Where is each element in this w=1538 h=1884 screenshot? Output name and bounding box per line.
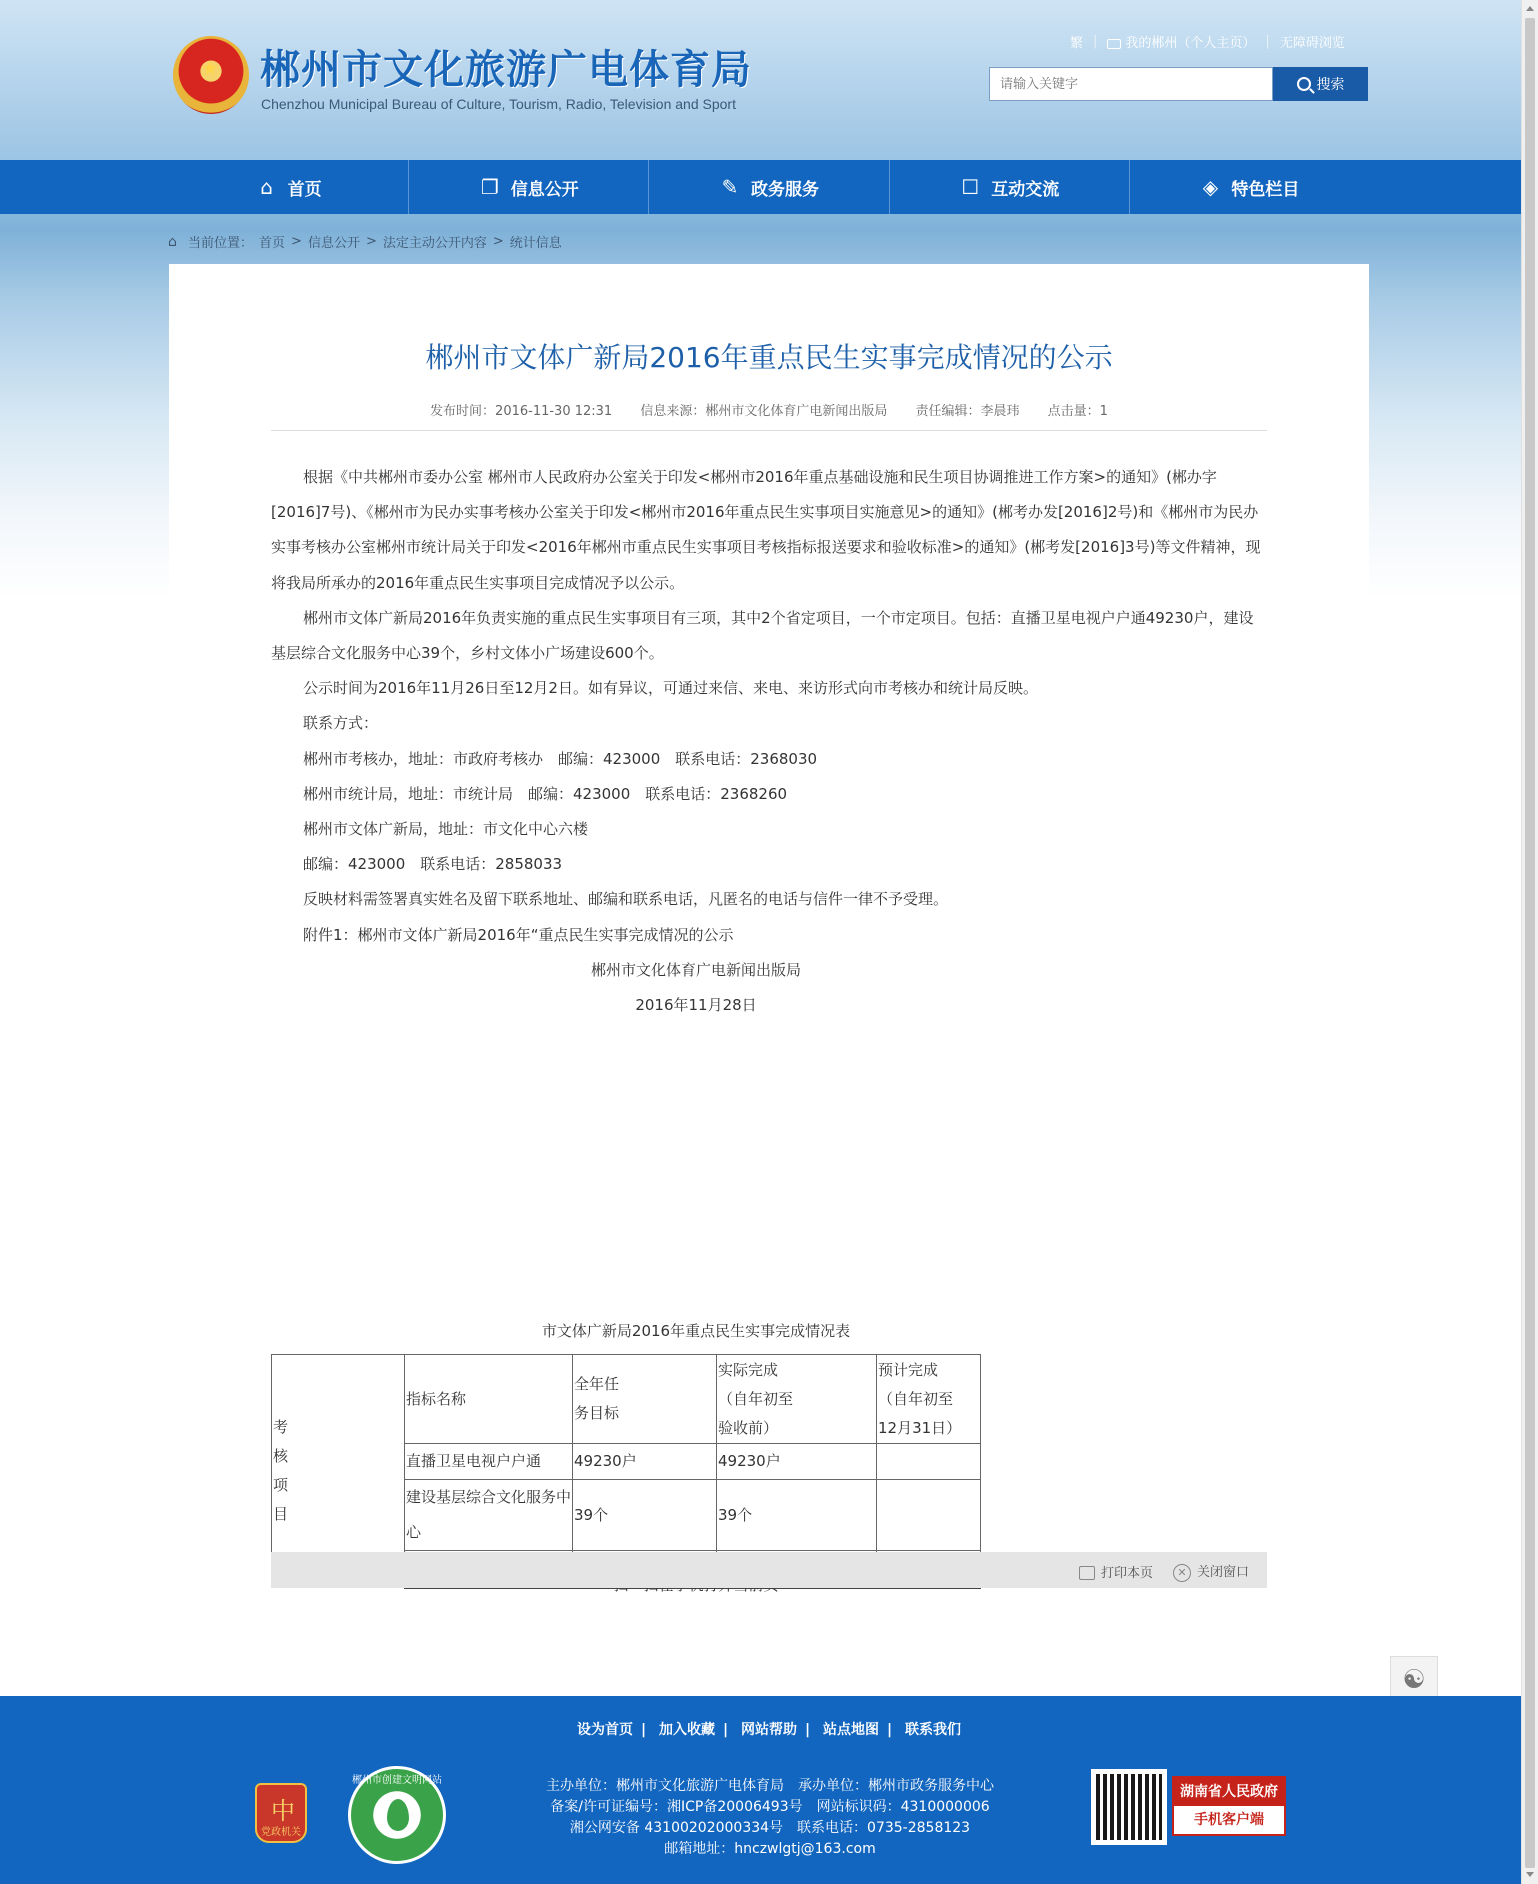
- print-icon: [1079, 1566, 1095, 1580]
- table-cell: 39个: [717, 1480, 877, 1551]
- table-cell: 49230户: [573, 1444, 717, 1480]
- nav-label: 互动交流: [991, 179, 1060, 200]
- paragraph: 郴州市考核办，地址：市政府考核办 邮编：423000 联系电话：2368030: [303, 749, 818, 768]
- breadcrumb-item-stats[interactable]: 统计信息: [509, 236, 562, 251]
- accessibility-link[interactable]: 无障碍浏览: [1279, 36, 1345, 51]
- sign-date: 2016年11月28日: [635, 996, 757, 1015]
- article-tools: [271, 1552, 1267, 1588]
- header: [0, 0, 1538, 160]
- breadcrumb-item-home[interactable]: 首页: [259, 236, 286, 251]
- nav-label: 首页: [287, 179, 322, 200]
- home-icon: ⌂: [168, 233, 177, 250]
- paragraph: 公示时间为2016年11月26日至12月2日。如有异议，可通过来信、来电、来访形式向市考核办和统计局反映。: [303, 679, 1038, 698]
- header-line: （自年初至: [718, 1389, 794, 1408]
- search-icon: [1297, 77, 1311, 91]
- hunan-app-line2: 手机客户端: [1194, 1812, 1264, 1828]
- table-header-actual: [717, 1355, 877, 1444]
- scroll-down-icon[interactable]: [1526, 1872, 1534, 1877]
- table-header-target: [573, 1355, 717, 1444]
- footer-host: 主办单位：郴州市文化旅游广电体育局 承办单位：郴州市政务服务中心: [546, 1778, 994, 1794]
- signature: 郴州市文化体育广电新闻出版局: [590, 960, 801, 979]
- nav-label: 特色栏目: [1231, 179, 1300, 200]
- scroll-thumb[interactable]: [1525, 18, 1535, 1868]
- document-icon: ❐: [480, 175, 499, 199]
- separator: |: [1093, 34, 1098, 49]
- paragraph: 邮编：423000 联系电话：2858033: [303, 855, 563, 874]
- layers-icon: ◈: [1202, 175, 1219, 199]
- breadcrumb: [168, 232, 562, 251]
- breadcrumb-prefix: 当前位置：: [188, 236, 254, 251]
- breadcrumb-separator: >: [291, 234, 302, 249]
- view-count: 点击量：1: [1047, 404, 1108, 419]
- hunan-app-badge[interactable]: [1172, 1776, 1286, 1836]
- national-emblem-icon[interactable]: ★: [173, 36, 249, 114]
- paragraph: 郴州市文体广新局，地址：市文化中心六楼: [303, 820, 589, 839]
- article-panel: [169, 264, 1369, 1644]
- table-cell: 直播卫星电视户户通: [405, 1444, 573, 1480]
- paragraph: 根据《中共郴州市委办公室 郴州市人民政府办公室关于印发<郴州市2016年重点基础设施和民生项目协调推进工作方案>的通知》(郴办字[2016]7号)、《郴州市为民办实事考核办公室关于印发<郴州市2016年重点民生实事项目实施意见>的通知》(郴考办发[2016]2号)和《郴州市为民办实事考核办公室郴州市统计局关于印发<2016年郴州市重点民生实事项目考核指标报送要求和验收标准>的通知》(郴考发[2016]3号)等文件精神，现将我局所承办的2016年重点民生实事项目完成情况予以公示。: [271, 468, 1261, 592]
- print-button[interactable]: [1079, 1562, 1153, 1581]
- table-caption: 市文体广新局2016年重点民生实事完成情况表: [541, 1322, 851, 1340]
- search-input[interactable]: [989, 67, 1273, 101]
- footer-links: 设为首页 | 加入收藏 | 网站帮助 | 站点地图 | 联系我们: [577, 1722, 961, 1738]
- separator: |: [1265, 34, 1270, 49]
- close-label: 关闭窗口: [1196, 1565, 1249, 1580]
- footer-email: 邮箱地址：hnczwlgtj@163.com: [664, 1841, 876, 1857]
- civilized-website-badge-icon[interactable]: [348, 1766, 446, 1864]
- home-icon: ⌂: [260, 175, 273, 199]
- info-source: 信息来源：郴州市文化体育广电新闻出版局: [640, 404, 888, 419]
- header-line: （自年初至: [878, 1389, 954, 1408]
- footer: [0, 1696, 1538, 1884]
- footer-icp: 备案/许可证编号：湘ICP备20006493号 网站标识码：4310000006: [550, 1799, 990, 1815]
- paragraph: 郴州市文体广新局2016年负责实施的重点民生实事项目有三项，其中2个省定项目，一个市定项目。包括：直播卫星电视户户通49230户，建设基层综合文化服务中心39个，乡村文体小广场建设600个。: [271, 608, 1254, 663]
- article-title: 郴州市文体广新局2016年重点民生实事完成情况的公示: [425, 341, 1113, 374]
- nav-label: 信息公开: [510, 179, 579, 200]
- traditional-chinese-link[interactable]: 繁: [1070, 36, 1084, 51]
- table-cell: 49230户: [717, 1444, 877, 1480]
- breadcrumb-item-legal[interactable]: 法定主动公开内容: [382, 236, 487, 251]
- party-gov-badge-icon[interactable]: 中 党政机关: [255, 1783, 307, 1843]
- nav-item-interaction[interactable]: [890, 160, 1130, 214]
- editor: 责任编辑：李晨玮: [915, 404, 1020, 419]
- print-label: 打印本页: [1100, 1565, 1153, 1581]
- site-title[interactable]: 郴州市文化旅游广电体育局: [260, 47, 752, 93]
- paragraph: 反映材料需签署真实姓名及留下联系地址、邮编和联系电话，凡匿名的电话与信件一律不予受理。: [303, 890, 949, 909]
- header-line: 预计完成: [878, 1360, 939, 1379]
- add-favorite-link[interactable]: 加入收藏: [659, 1722, 715, 1738]
- close-icon: ✕: [1173, 1564, 1191, 1582]
- cell-char: 目: [273, 1505, 289, 1523]
- contact-link[interactable]: 联系我们: [905, 1722, 961, 1738]
- search-button[interactable]: [1273, 67, 1368, 101]
- monitor-icon: [1107, 39, 1121, 49]
- nav-item-featured[interactable]: [1130, 160, 1369, 214]
- badge-label: 党政机关: [261, 1827, 301, 1838]
- paragraph: 联系方式：: [303, 714, 379, 733]
- table-header-forecast: [877, 1355, 981, 1444]
- table-row: [272, 1355, 981, 1444]
- breadcrumb-item-info[interactable]: 信息公开: [307, 236, 360, 251]
- nav-item-info-disclosure[interactable]: [409, 160, 649, 214]
- badge-label: 郴州市创建文明网站: [352, 1775, 442, 1786]
- my-chenzhou-label: 我的郴州（个人主页）: [1125, 36, 1256, 51]
- cell-char: 核: [273, 1447, 289, 1465]
- nav-label: 政务服务: [751, 179, 819, 200]
- footer-police: 湘公网安备 43100202000334号 联系电话：0735-2858123: [569, 1820, 971, 1836]
- header-line: 实际完成: [718, 1360, 779, 1379]
- table-cell: 39个: [573, 1480, 717, 1551]
- qr-code-icon: [1091, 1769, 1167, 1845]
- sitemap-link[interactable]: 站点地图: [823, 1722, 879, 1738]
- edit-icon: ✎: [721, 175, 739, 199]
- header-line: 全年任: [574, 1375, 620, 1393]
- divider: [271, 430, 1267, 431]
- scrollbar[interactable]: [1521, 0, 1538, 1884]
- article-body: [271, 460, 1267, 1023]
- breadcrumb-separator: >: [492, 234, 504, 249]
- header-line: 务目标: [574, 1404, 620, 1422]
- site-help-link[interactable]: 网站帮助: [741, 1722, 797, 1738]
- site-subtitle: Chenzhou Municipal Bureau of Culture, Tourism, Radio, Television and Sport: [261, 96, 736, 112]
- cell-char: 考: [273, 1418, 289, 1436]
- main-nav: [0, 160, 1538, 214]
- my-chenzhou-link[interactable]: [1107, 32, 1255, 51]
- weibo-icon: ☯: [1402, 1665, 1426, 1695]
- chat-icon: ☐: [961, 175, 980, 199]
- header-line: 12月31日）: [878, 1418, 962, 1437]
- set-homepage-link[interactable]: 设为首页: [577, 1722, 633, 1738]
- table-cell: [877, 1444, 981, 1480]
- paragraph: 郴州市统计局，地址：市统计局 邮编：423000 联系电话：2368260: [303, 784, 788, 803]
- footer-info: [480, 1776, 1060, 1860]
- attachment-note: 附件1：郴州市文体广新局2016年“重点民生实事完成情况的公示: [303, 925, 734, 944]
- close-window-button[interactable]: [1173, 1561, 1249, 1582]
- scroll-up-icon[interactable]: [1526, 6, 1534, 11]
- table-cell: 建设基层综合文化服务中心: [405, 1480, 573, 1551]
- publish-date: 发布时间：2016-11-30 12:31: [430, 404, 613, 419]
- article-meta: [169, 400, 1369, 419]
- top-links: [1070, 32, 1345, 51]
- header-line: 验收前）: [718, 1418, 779, 1437]
- table-cell: [877, 1480, 981, 1551]
- nav-item-gov-services[interactable]: [649, 160, 889, 214]
- nav-item-home[interactable]: [169, 160, 409, 214]
- cell-char: 项: [273, 1476, 289, 1494]
- search-button-label: 搜索: [1316, 77, 1345, 93]
- breadcrumb-separator: >: [365, 234, 377, 249]
- hunan-app-line1: 湖南省人民政府: [1174, 1778, 1284, 1806]
- table-header-name: 指标名称: [405, 1355, 573, 1444]
